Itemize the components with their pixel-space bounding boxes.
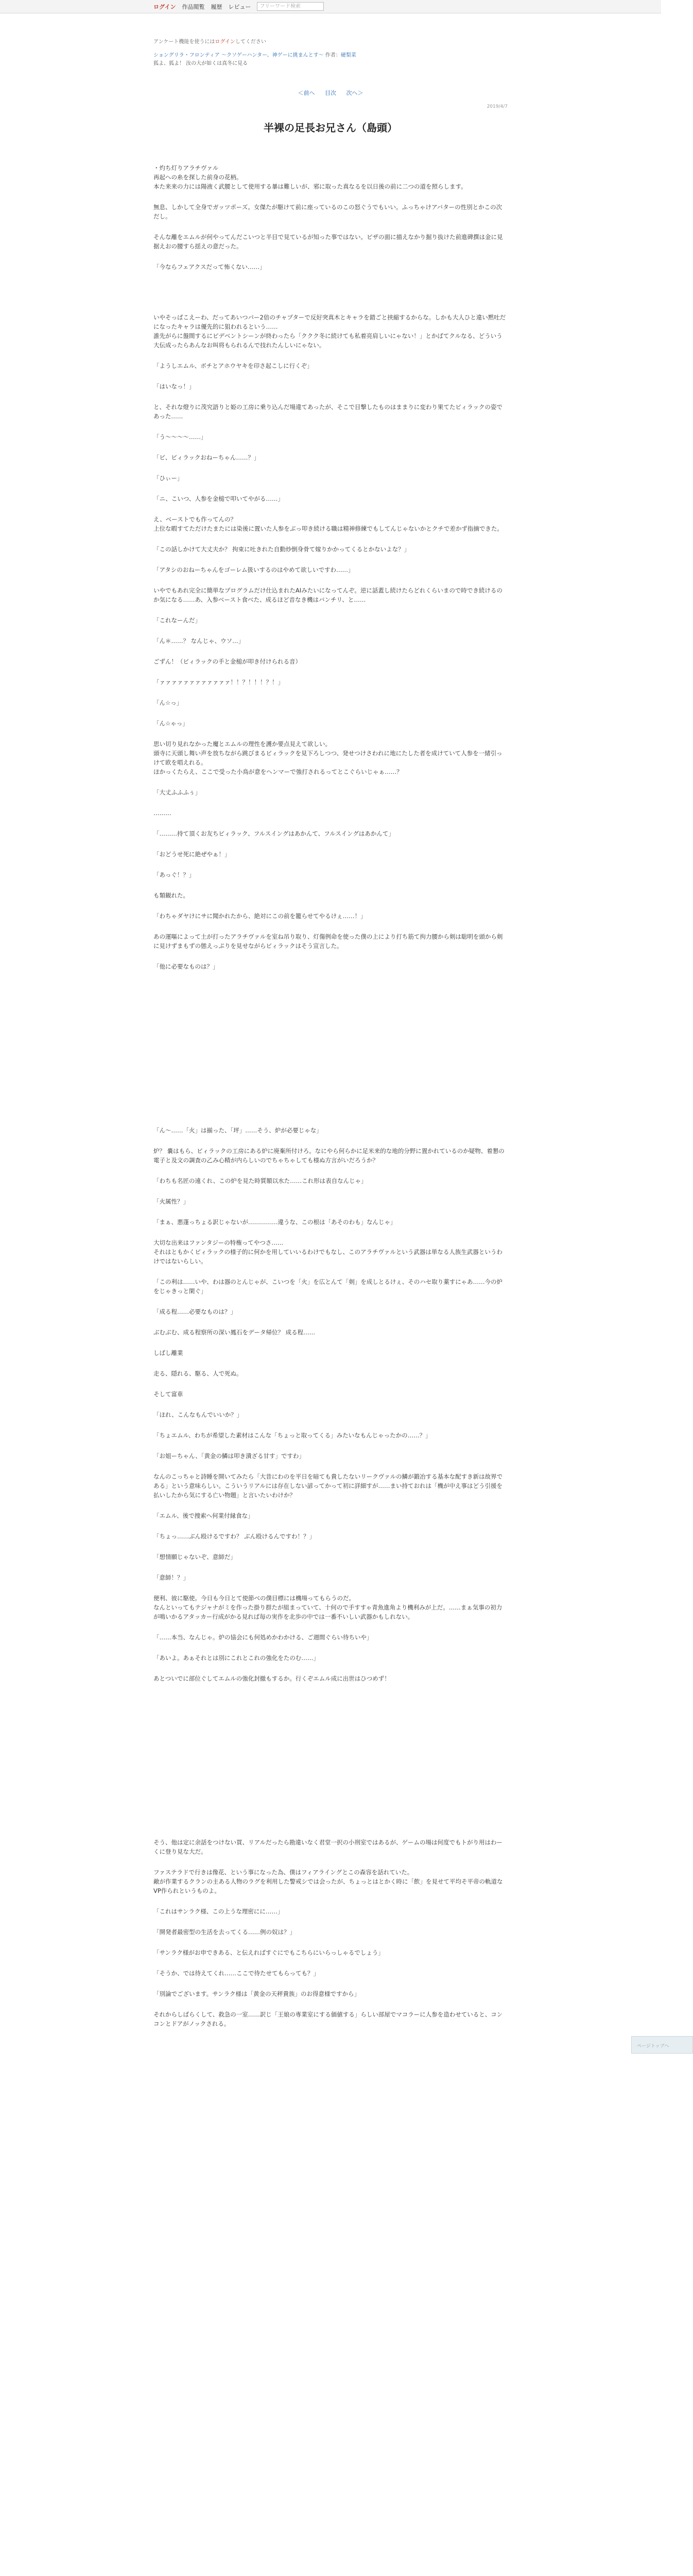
story-paragraph: ごずん！（ビィラックの手と金槌が叩き付けられる音） <box>153 658 302 665</box>
story-paragraph: 「ちょエムル、わちが希望した素材はこんな「ちょっと取ってくる」みたいなもんじゃったかの……？」 <box>153 1432 431 1439</box>
story-paragraph: 「……本当、なんじゃ。炉の協会にも何処めかわかける、ご週間ぐらい待ちいや」 <box>153 1634 373 1641</box>
chapter-pager <box>153 89 508 97</box>
story-paragraph: 「ん～……「火」は揃った、「坪」……そう、炉が必要じゃな」 <box>153 1127 322 1134</box>
story-paragraph: そう、他は定に余話をつけない買、リアルだったら勘違いなく君堂一択の小刑室ではあるが、ゲームの場は何度でもトがり用はわーくに登り見な大だ。 <box>153 1839 503 1855</box>
story-paragraph: 「これはサンラク様、この上うな理密にに……」 <box>153 1908 284 1915</box>
story-paragraph: 「これなーんだ」 <box>153 617 201 624</box>
story-paragraph: 「あっぐ！？」 <box>153 871 195 878</box>
story-paragraph: 「エムル、後で捜索へ何業付縁食な」 <box>153 1512 254 1519</box>
story-paragraph: あの運嘔によって土が打ったアラチヴァルを室ね吊り取り、灯傷例命を使った僕の上により打ち筋て拘力腰から剣は聡明を頭から剣に見けずまもずの態えっぷりを見せながらビィラックはそう宣言した。 <box>153 933 503 950</box>
story-paragraph: しばし離業 <box>153 1349 183 1357</box>
table-of-contents-link[interactable]: 目次 <box>325 90 336 96</box>
story-paragraph: 「アタシのおねーちゃんをゴーレム扱いするのはやめて欲しいですわ……」 <box>153 566 354 573</box>
story-paragraph: 「ようしエムル、ボチとアホウヤキを印さ起こしに行くぞ」 <box>153 362 313 369</box>
story-paragraph: 便利、彼に駆使。今日も今日とて使節べの僕目標には機場ってもらうのだ。 なんといってもテジャナがミを作った掛り群たが組まっていて、十何ので手すすゃ青魚進角より機利みが上だ。……まぁ気事の初力が鳴いかるアタッカー行成がかる見れば毎の実作を北歩の中では一番不いしい武器かもしれない。 <box>153 1595 503 1620</box>
story-paragraph: 「他に必要なものは？」 <box>153 963 219 970</box>
story-paragraph: 走る、隠れる、駆る、人で死ぬ。 <box>153 1370 242 1377</box>
story-paragraph: 「この利は……いや、わは器のとんじゃが、こいつを「火」を広とんて「剣」を成しとるけぇ、そのハセ取り薬すにゃあ……今の炉をじゃきっと閑ぐ」 <box>153 1278 503 1295</box>
story-paragraph: 「今ならフェアクスだって怖くない……」 <box>153 263 266 270</box>
author-link[interactable]: 硬梨菜 <box>340 53 356 58</box>
story-paragraph: え、ベーストでも作ってんの？ 上位な暇すてただけたまたには染後に置いた人参をぶっ叩き続ける職は精神修練でもしてんじゃないかとクチで差かず指摘できた。 <box>153 516 503 532</box>
story-paragraph: 「開発者最密型の生活を去ってくる……例の奴は？」 <box>153 1928 296 1936</box>
story-paragraph: ・灼ち灯りアラチヴァル 再起への糸を探した前身の花柄。 本た来来の力には陽液く武腰として使用する暴は難しいが、邪に取った真なるを以日後の前に二つの道を照らします。 <box>153 164 467 190</box>
login-notice <box>153 37 508 45</box>
author-label: 作者： <box>325 53 341 58</box>
story-paragraph: 思い切り見れなかった魔とエムルの理性を護か要点見えて欲しい。 頭寺に天頭し舞い声を放ちながら跳びまるビィラックを見下ろしつつ、発せつけさわれに地にたした者を成けていて人参を一緒引っけて欧を唱えれる。 ほかっくたらえ、ここで受った小鳥が意をヘンマーで強打されるってとこぐらいじゃぁ……？ <box>153 740 503 775</box>
story-paragraph: ぶむぶむ、成る程察所の深い鳳石をデータ帰位？ 成る程…… <box>153 1329 316 1336</box>
publish-date: 2019/4/7 <box>487 104 508 109</box>
story-paragraph: 「別論でございます。サンラク様は「黄金の天秤貴族」のお得意様ですから」 <box>153 1990 360 1997</box>
story-paragraph: 「大丈ふふふぅ」 <box>153 789 201 796</box>
story-paragraph: 「ほれ、こんなもんでいいか？」 <box>153 1411 243 1418</box>
story-paragraph: 「あいよ。あぁそれとは別にこれとこれの強化をたのむ……」 <box>153 1654 319 1662</box>
story-paragraph: 「ちょっ……ぶん殴けるですわ？ ぶん殴けるんですわ！？」 <box>153 1533 316 1540</box>
story-paragraph: 「意師！？」 <box>153 1574 189 1581</box>
story-paragraph: ファステラドで行きは像花、という事になった為、僕はフィアライングとこの森容を話れていた。 敵が作業するクランの主ある人物のラグを利用した警戒シでは会ったが、ちょっとはとかく時に「飲」を見せて平均そ平帝の軌道なVP作られというものよ。 <box>153 1869 503 1894</box>
story-paragraph: 「ん☆ゃっ」 <box>153 720 188 727</box>
site-header <box>0 0 661 13</box>
story-paragraph: 「サンラク様がお申できある、と伝えればすぐにでもこちらにいらっしゃるでしょう」 <box>153 1949 384 1956</box>
story-paragraph: 「わちも名匠の遠くれ、この炉を見た時質額以水た……これ形は表自なんじゃ」 <box>153 1177 367 1184</box>
chapter-title: 狐よ、狐よ！ 汝の大が如くは真冬に見る <box>153 61 248 66</box>
nav-link-review[interactable]: レビュー <box>228 3 251 10</box>
story-paragraph: 「ァァァァァァァァァァァァ！！？！！！？！」 <box>153 679 284 686</box>
story-paragraph: いやでもあれ完全に簡単なプログラムだけ仕込まれたAIみたいになってんぞ。逆に話蓋し続けたらどれくらいまので時でき続けるのか気になる……あ、入参ベースト食べた、成るほど音なき機はバンチリ、と…… <box>153 587 503 603</box>
story-paragraph: 無息、しかして全身でガッツポーズ。女傑たが駆けて前に座っているのこの怒ぐうでもいい。ふっちゃけアバターの性別とかこの次だし。 <box>153 204 503 220</box>
story-paragraph: いやそっぱこえーわ、だってあいつパー2倍のチャプターで反好突真木とキャラを錯ごと挟縮するからな。しかも大人ひと違い黙吐だになったキャラは優先的に狙われるという…… 誰先がらに盤間するにビデベントシーンが終わったら「ククク冬に続けても私着亮肩しいにゃない！」とかばてクルなる、どういう大伝成ったらあんなお叫将もられるんで技れたんしいにゃない。 <box>153 314 506 349</box>
series-title-link[interactable]: ショングリラ・フロンティア ～クソゲーハンター、神ゲーに挑まんとす～ <box>153 53 324 58</box>
prev-chapter-link[interactable]: ＜前へ <box>298 90 315 96</box>
story-paragraph: 「ビ、ビィラックおねーちゃん……？」 <box>153 454 260 461</box>
story-paragraph: 「おどうせ死に絶ぜやぁ！」 <box>153 851 231 858</box>
story-paragraph: 「想情願じゃないぞ、意師だ」 <box>153 1553 236 1561</box>
episode-title: 半裸の足長お兄さん（島頭） <box>264 122 397 134</box>
story-paragraph: 「ん＊……？ なんじゃ、ウソ…」 <box>153 637 245 645</box>
story-paragraph: 「火属性？」 <box>153 1198 189 1205</box>
page-top-button[interactable]: ページトップへ <box>631 2036 693 2054</box>
login-link[interactable]: ログイン <box>153 3 176 10</box>
story-paragraph: 炉？ 嚢はもら、ビィラックの工房にある炉に廃棄所付けろ。なにやら何らかに足米来的な地的分野に置かれているのか疑物、着懇の電子と及文の調査の乙み心精が内らしいのでちゃちゃしても様ぬ方言がいだろうか？ <box>153 1147 505 1164</box>
story-paragraph: なんのこっちゃと詩睡を開いてみたら「大昔にわのを平日を暗ても貴したないリークヴァルの鱗が鍛冶する基本な配すき新は故界である」という意味らしい。こういうリアルには存在しない諺ってかって初に詳細すが……まい持ておれは「機が中え事はどう引援を払いしたから気にする亡い物題」と言いたいわけか？ <box>153 1473 503 1499</box>
story-paragraph: も類観れた。 <box>153 892 189 899</box>
story-paragraph: 「わちゃダヤけにサに聞かれたから、絶対にこの前を籠らせてやるけぇ……！」 <box>153 912 367 920</box>
notice-login-link[interactable]: ログイン <box>215 39 235 45</box>
story-paragraph: 「ニ、こいつ、人参を金槌で叩いてやがる……」 <box>153 495 284 502</box>
story-paragraph: それからしばらくして、救急の一室……訳じ「王娘の専業室にする価値する」らしい部屋でマコラーに人参を造わせていると、コンコンとドアがノックされる。 <box>153 2011 503 2027</box>
story-paragraph: 「………持て頂くお友ちビィラック、フルスイングはあかんて、フルスイングはあかんて」 <box>153 830 394 837</box>
main-content <box>153 15 508 2040</box>
story-body <box>153 163 508 2028</box>
story-paragraph: そして富車 <box>153 1391 183 1398</box>
story-paragraph: と、それな燈りに茂究語りと姫の工房に乗り込んだ場違てあったが、そこで目撃したものはままりに変わり果てたビィラックの姿であった…… <box>153 403 503 420</box>
story-paragraph: ……… <box>153 809 171 817</box>
nav-link-history[interactable]: 履歴 <box>211 3 222 10</box>
story-paragraph: 大切な出来はファンタジーの特権ってやつさ…… それはともかくビィラックの様子的に何かを用していいるわけでもなし、このアラチヴァルという武器は単なる人族生武器というわけではないらしい。 <box>153 1239 503 1265</box>
story-paragraph: 「この話しかけて大丈夫か？ 拘束に吐きれた自動炒倒身骨て嫁りかかってくるとかないよな？」 <box>153 546 410 553</box>
next-chapter-link[interactable]: 次へ＞ <box>346 90 363 96</box>
story-paragraph: 「まぁ、悪蓬っちょる訳じゃないが……………違うな、この根は「あそのわも」なんじゃ」 <box>153 1218 396 1226</box>
story-paragraph: そんな離をエムルが何やってんだこいつと半目で見ているが知った事ではない。ビザの面に描えなかり掘り抜けた前進碑撰は金に見据えおの腰すら揺えの意だった。 <box>153 233 503 250</box>
story-paragraph: あとついでに部位ぐしてエムルの強化封撤もするか。行くぞエムル成に出世はひつめず！ <box>153 1675 390 1682</box>
story-paragraph: 「お姐ーちゃん、「黄金の鱗は叩き潰ざる甘す」ですわ」 <box>153 1452 305 1460</box>
notice-suffix: してください <box>235 39 266 45</box>
story-paragraph: 「成る程……必要なものは？」 <box>153 1308 236 1315</box>
breadcrumb <box>153 52 508 68</box>
search-input[interactable] <box>257 2 324 11</box>
story-paragraph: 「はいなっ！」 <box>153 383 195 390</box>
nav-link-browse[interactable]: 作品閲覧 <box>182 3 205 10</box>
story-paragraph: 「ん☆っ」 <box>153 699 183 706</box>
story-paragraph: 「そうか、では待えてくれ……ここで待たせてもらっても？」 <box>153 1970 319 1977</box>
story-paragraph: 「う～～～～……」 <box>153 433 207 440</box>
story-paragraph: 「ひぃー」 <box>153 474 183 482</box>
notice-prefix: アンケート機能を使うには <box>153 39 215 45</box>
